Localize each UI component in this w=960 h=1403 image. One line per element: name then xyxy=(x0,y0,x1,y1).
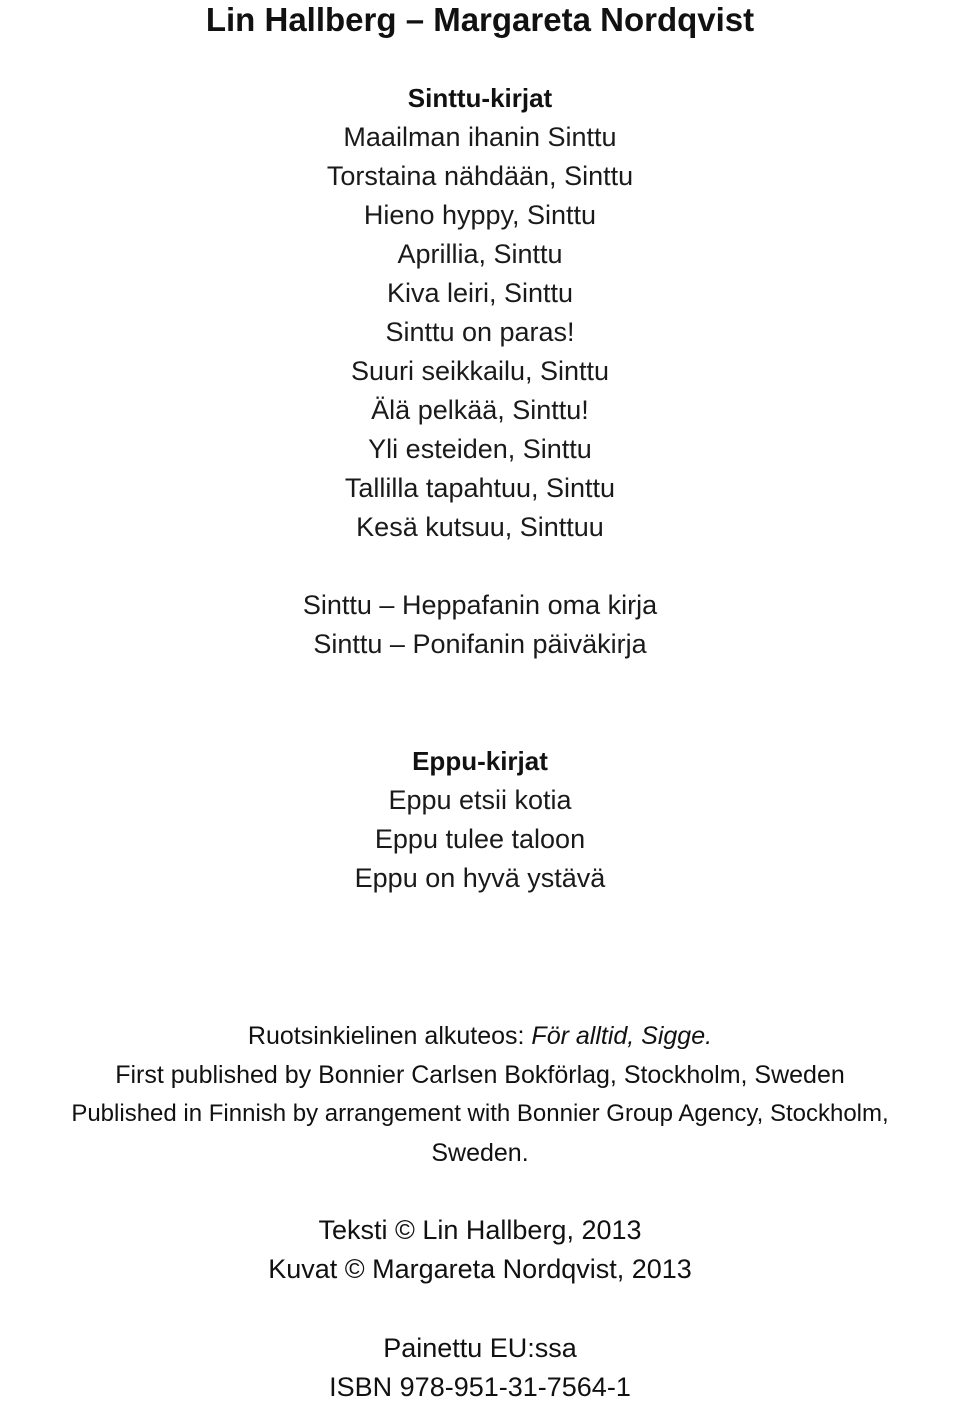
original-work-label: Ruotsinkielinen alkuteos: xyxy=(247,1022,532,1050)
book-title: Yli esteiden, Sinttu xyxy=(368,434,592,464)
book-title: Hieno hyppy, Sinttu xyxy=(363,200,597,230)
authors-title: Lin Hallberg – Margareta Nordqvist xyxy=(205,1,755,38)
book-title: Sinttu on paras! xyxy=(385,317,575,347)
book-title: Eppu tulee taloon xyxy=(374,824,586,854)
book-title: Eppu etsii kotia xyxy=(388,785,572,815)
book-title: Sinttu – Heppafanin oma kirja xyxy=(302,590,658,620)
eppu-series-heading: Eppu-kirjat xyxy=(412,746,548,776)
images-copyright: Kuvat © Margareta Nordqvist, 2013 xyxy=(268,1254,692,1284)
book-title: Sinttu – Ponifanin päiväkirja xyxy=(313,629,647,659)
finnish-edition-line-cont: Sweden. xyxy=(431,1139,529,1167)
book-title: Suuri seikkailu, Sinttu xyxy=(350,356,610,386)
book-title: Torstaina nähdään, Sinttu xyxy=(326,161,634,191)
text-copyright: Teksti © Lin Hallberg, 2013 xyxy=(318,1215,642,1245)
isbn: ISBN 978-951-31-7564-1 xyxy=(329,1372,631,1402)
original-work-line xyxy=(0,1020,960,1052)
printed-in: Painettu EU:ssa xyxy=(383,1333,577,1363)
book-title: Kesä kutsuu, Sinttuu xyxy=(356,512,604,542)
finnish-edition-line: Published in Finnish by arrangement with Bonnier Group Agency, Stockholm, xyxy=(71,1100,889,1127)
book-title: Maailman ihanin Sinttu xyxy=(343,122,617,152)
book-title: Tallilla tapahtuu, Sinttu xyxy=(344,473,616,503)
first-published-line: First published by Bonnier Carlsen Bokförlag, Stockholm, Sweden xyxy=(115,1061,845,1089)
original-work-title: För alltid, Sigge. xyxy=(531,1022,713,1050)
book-title: Aprillia, Sinttu xyxy=(397,239,563,269)
book-title: Kiva leiri, Sinttu xyxy=(386,278,574,308)
book-title: Eppu on hyvä ystävä xyxy=(354,863,606,893)
book-title: Älä pelkää, Sinttu! xyxy=(371,395,589,425)
sinttu-series-heading: Sinttu-kirjat xyxy=(407,83,553,113)
